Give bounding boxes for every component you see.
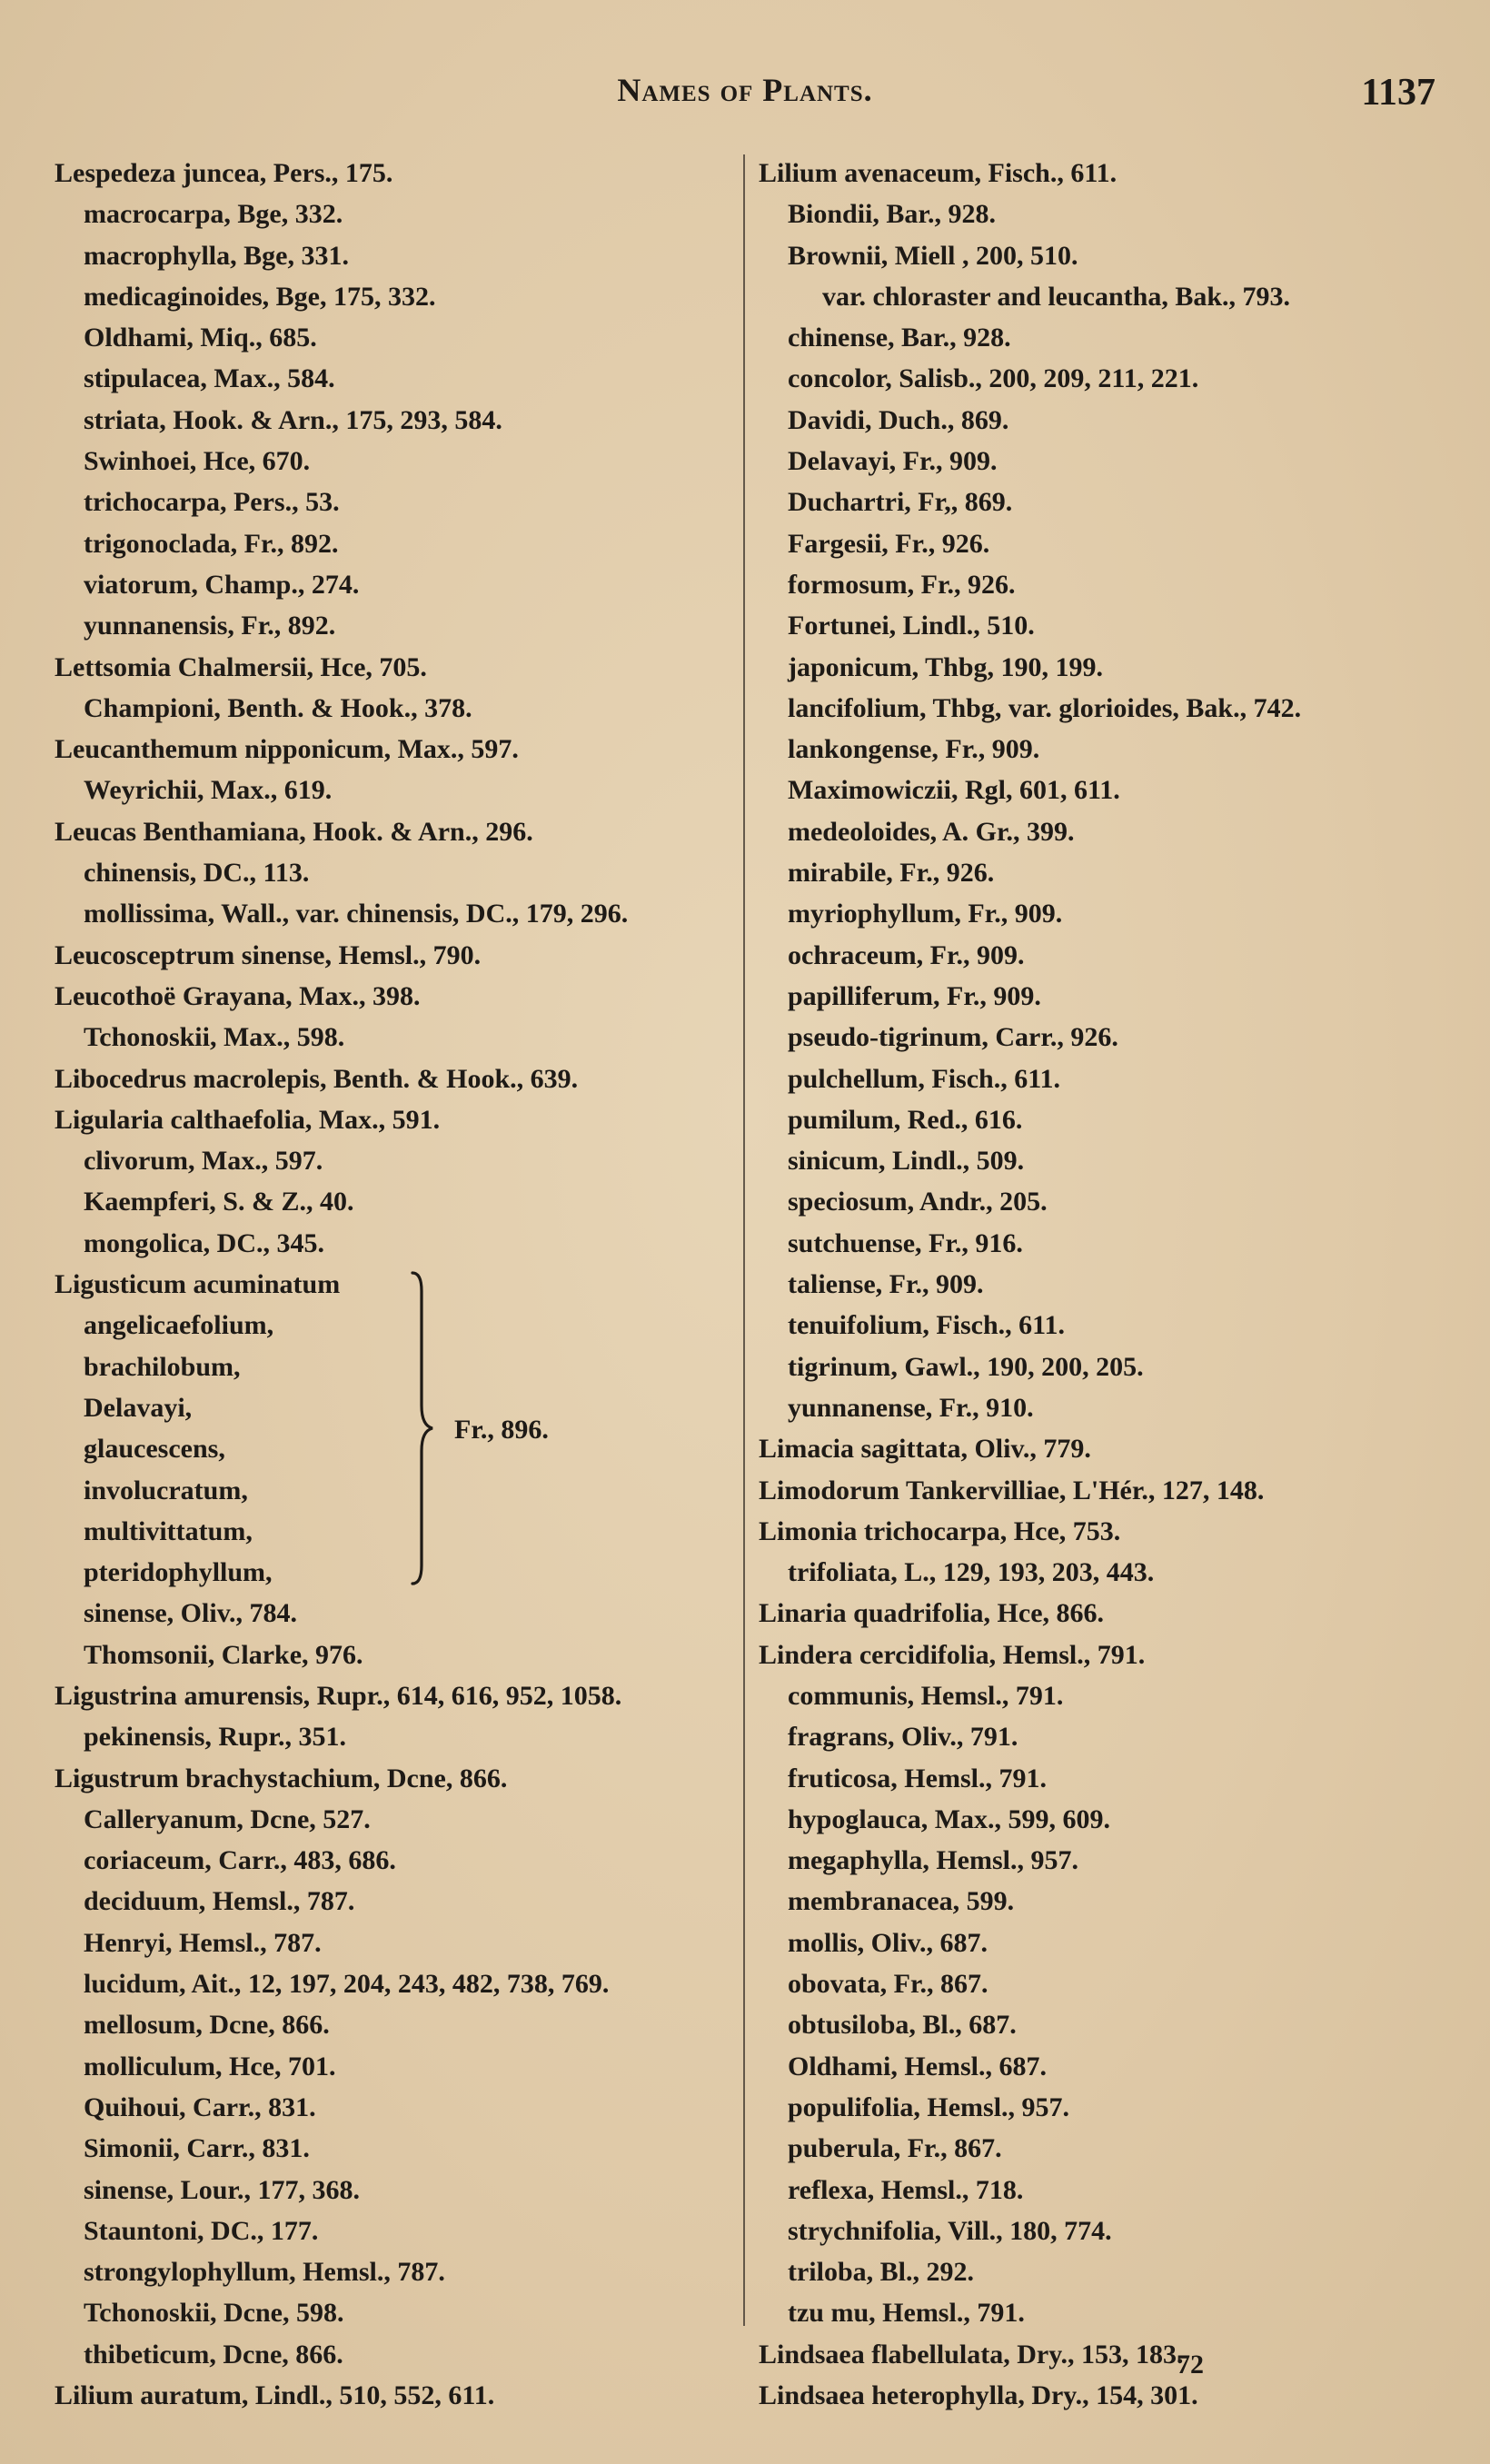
page-number: 1137 — [1361, 72, 1435, 114]
index-entry: Stauntoni, DC., 177. — [84, 2215, 319, 2246]
index-entry: var. chloraster and leucantha, Bak., 793. — [822, 281, 1291, 312]
index-entry: reflexa, Hemsl., 718. — [788, 2174, 1024, 2205]
index-entry: Lettsomia Chalmersii, Hce, 705. — [55, 651, 427, 682]
index-entry: Leucanthemum nipponicum, Max., 597. — [55, 734, 519, 765]
index-entry: myriophyllum, Fr., 909. — [788, 899, 1063, 929]
index-entry: Delavayi, Fr., 909. — [788, 446, 998, 477]
index-entry: stipulacea, Max., 584. — [84, 363, 335, 394]
index-entry: Brownii, Miell , 200, 510. — [788, 240, 1078, 271]
index-entry: sinense, Oliv., 784. — [84, 1598, 298, 1629]
index-entry: Lilium avenaceum, Fisch., 611. — [759, 158, 1118, 188]
index-entry: Ligusticum acuminatum — [55, 1269, 341, 1300]
index-entry: Leucosceptrum sinense, Hemsl., 790. — [55, 939, 482, 970]
index-entry: yunnanensis, Fr., 892. — [84, 611, 336, 641]
index-entry: mirabile, Fr., 926. — [788, 858, 995, 889]
index-entry: obtusiloba, Bl., 687. — [788, 2010, 1017, 2041]
index-entry: Henryi, Hemsl., 787. — [84, 1927, 322, 1958]
index-entry: mongolica, DC., 345. — [84, 1227, 324, 1258]
index-entry: Limacia sagittata, Oliv., 779. — [759, 1434, 1091, 1465]
index-entry: Thomsonii, Clarke, 976. — [84, 1639, 363, 1670]
index-entry: Ligustrina amurensis, Rupr., 614, 616, 952, 1058. — [55, 1680, 622, 1711]
index-entry: pumilum, Red., 616. — [788, 1104, 1023, 1135]
index-entry: clivorum, Max., 597. — [84, 1146, 323, 1177]
index-entry: Fortunei, Lindl., 510. — [788, 611, 1035, 641]
index-entry: pekinensis, Rupr., 351. — [84, 1722, 346, 1753]
index-entry: communis, Hemsl., 791. — [788, 1680, 1064, 1711]
index-entry: sutchuense, Fr., 916. — [788, 1227, 1023, 1258]
index-entry: brachilobum, — [84, 1351, 241, 1382]
index-entry: Oldhami, Miq., 685. — [84, 323, 317, 353]
ligusticum-brace-group — [55, 1264, 745, 1593]
index-entry: papilliferum, Fr., 909. — [788, 980, 1041, 1011]
index-entry: involucratum, — [84, 1475, 248, 1505]
index-entry: lucidum, Ait., 12, 197, 204, 243, 482, 738, 769. — [84, 1969, 610, 2000]
index-entry: tigrinum, Gawl., 190, 200, 205. — [788, 1351, 1144, 1382]
index-entry: Libocedrus macrolepis, Benth. & Hook., 639. — [55, 1063, 579, 1094]
index-entry: trifoliata, L., 129, 193, 203, 443. — [788, 1557, 1155, 1588]
index-entry: Lilium auratum, Lindl., 510, 552, 611. — [55, 2380, 495, 2411]
index-entry: puberula, Fr., 867. — [788, 2133, 1002, 2164]
left-entries-bottom — [55, 1593, 745, 2416]
index-entry: Tchonoskii, Max., 598. — [84, 1022, 345, 1053]
index-entry: mollis, Oliv., 687. — [788, 1927, 988, 1958]
index-entry: Kaempferi, S. & Z., 40. — [84, 1187, 354, 1217]
index-entry: speciosum, Andr., 205. — [788, 1187, 1048, 1217]
index-entry: Quihoui, Carr., 831. — [84, 2091, 316, 2122]
index-entry: macrocarpa, Bge, 332. — [84, 199, 343, 230]
index-entry: hypoglauca, Max., 599, 609. — [788, 1803, 1111, 1834]
column-divider — [743, 154, 745, 2326]
index-entry: Linaria quadrifolia, Hce, 866. — [759, 1598, 1105, 1629]
index-entry: pteridophyllum, — [84, 1557, 273, 1588]
index-entry: ochraceum, Fr., 909. — [788, 939, 1025, 970]
index-entry: japonicum, Thbg, 190, 199. — [788, 651, 1104, 682]
running-head-title: Names of Plants. — [617, 72, 873, 108]
index-entry: mollissima, Wall., var. chinensis, DC., 179, 296. — [84, 899, 629, 929]
curly-brace — [409, 1269, 436, 1587]
index-entry: angelicaefolium, — [84, 1310, 274, 1341]
index-entry: pseudo-tigrinum, Carr., 926. — [788, 1022, 1118, 1053]
index-entry: medeoloides, A. Gr., 399. — [788, 816, 1075, 847]
index-entry: multivittatum, — [84, 1515, 253, 1546]
index-entry: obovata, Fr., 867. — [788, 1969, 988, 2000]
index-entry: fragrans, Oliv., 791. — [788, 1722, 1018, 1753]
right-entries — [759, 153, 1467, 2416]
index-entry: chinense, Bar., 928. — [788, 323, 1011, 353]
index-entry: glaucescens, — [84, 1434, 225, 1465]
index-entry: chinensis, DC., 113. — [84, 858, 310, 889]
index-entry: mellosum, Dcne, 866. — [84, 2010, 330, 2041]
index-entry: strongylophyllum, Hemsl., 787. — [84, 2257, 445, 2288]
index-entry: Championi, Benth. & Hook., 378. — [84, 692, 472, 723]
left-column — [55, 153, 745, 2416]
index-entry: Limonia trichocarpa, Hce, 753. — [759, 1515, 1121, 1546]
index-entry: megaphylla, Hemsl., 957. — [788, 1845, 1078, 1876]
index-entry: Biondii, Bar., 928. — [788, 199, 996, 230]
index-entry: Leucas Benthamiana, Hook. & Arn., 296. — [55, 816, 533, 847]
index-entry: Leucothoë Grayana, Max., 398. — [55, 980, 421, 1011]
index-entry: Duchartri, Fr,, 869. — [788, 487, 1013, 518]
index-entry: Oldhami, Hemsl., 687. — [788, 2051, 1048, 2081]
index-entry: Calleryanum, Dcne, 527. — [84, 1803, 371, 1834]
index-entry: pulchellum, Fisch., 611. — [788, 1063, 1061, 1094]
index-entry: Simonii, Carr., 831. — [84, 2133, 310, 2164]
index-entry: taliense, Fr., 909. — [788, 1269, 984, 1300]
index-entry: tenuifolium, Fisch., 611. — [788, 1310, 1066, 1341]
index-entry: molliculum, Hce, 701. — [84, 2051, 336, 2081]
index-entry: Lindera cercidifolia, Hemsl., 791. — [759, 1639, 1146, 1670]
index-entry: Tchonoskii, Dcne, 598. — [84, 2298, 344, 2329]
index-entry: populifolia, Hemsl., 957. — [788, 2091, 1070, 2122]
index-entry: Davidi, Duch., 869. — [788, 404, 1009, 435]
index-entry: formosum, Fr., 926. — [788, 569, 1016, 600]
index-entry: striata, Hook. & Arn., 175, 293, 584. — [84, 404, 502, 435]
index-entry: Fargesii, Fr., 926. — [788, 528, 990, 559]
index-entry: concolor, Salisb., 200, 209, 211, 221. — [788, 363, 1199, 394]
index-entry: tzu mu, Hemsl., 791. — [788, 2298, 1025, 2329]
index-entry: Limodorum Tankervilliae, L'Hér., 127, 148. — [759, 1475, 1265, 1505]
index-entry: Lindsaea flabellulata, Dry., 153, 183. — [759, 2339, 1184, 2370]
index-entry: macrophylla, Bge, 331. — [84, 240, 349, 271]
index-entry: fruticosa, Hemsl., 791. — [788, 1763, 1047, 1793]
index-entry: yunnanense, Fr., 910. — [788, 1392, 1034, 1423]
index-entry: Swinhoei, Hce, 670. — [84, 446, 311, 477]
right-column — [759, 153, 1467, 2416]
index-entry: deciduum, Hemsl., 787. — [84, 1886, 355, 1917]
index-entry: Lindsaea heterophylla, Dry., 154, 301. — [759, 2380, 1198, 2411]
index-entry: Ligularia calthaefolia, Max., 591. — [55, 1104, 441, 1135]
index-entry: thibeticum, Dcne, 866. — [84, 2339, 343, 2370]
index-entry: trichocarpa, Pers., 53. — [84, 487, 340, 518]
index-entry: coriaceum, Carr., 483, 686. — [84, 1845, 396, 1876]
index-entry: Weyrichii, Max., 619. — [84, 775, 333, 806]
brace-group-entries — [55, 1264, 745, 1593]
index-entry: lancifolium, Thbg, var. glorioides, Bak., 742. — [788, 692, 1302, 723]
left-entries-top — [55, 153, 745, 1264]
index-entry: trigonoclada, Fr., 892. — [84, 528, 339, 559]
index-entry: strychnifolia, Vill., 180, 774. — [788, 2215, 1112, 2246]
index-entry: Ligustrum brachystachium, Dcne, 866. — [55, 1763, 508, 1793]
signature-mark: 72 — [1177, 2350, 1204, 2380]
index-entry: membranacea, 599. — [788, 1886, 1015, 1917]
index-entry: lankongense, Fr., 909. — [788, 734, 1040, 765]
index-entry: viatorum, Champ., 274. — [84, 569, 360, 600]
index-entry: sinense, Lour., 177, 368. — [84, 2174, 360, 2205]
index-entry: triloba, Bl., 292. — [788, 2257, 975, 2288]
index-entry: Lespedeza juncea, Pers., 175. — [55, 158, 393, 188]
index-entry: Maximowiczii, Rgl, 601, 611. — [788, 775, 1120, 806]
index-entry: Delavayi, — [84, 1392, 193, 1423]
index-entry: sinicum, Lindl., 509. — [788, 1146, 1025, 1177]
index-entry: medicaginoides, Bge, 175, 332. — [84, 281, 436, 312]
brace-group-reference: Fr., 896. — [454, 1415, 549, 1446]
